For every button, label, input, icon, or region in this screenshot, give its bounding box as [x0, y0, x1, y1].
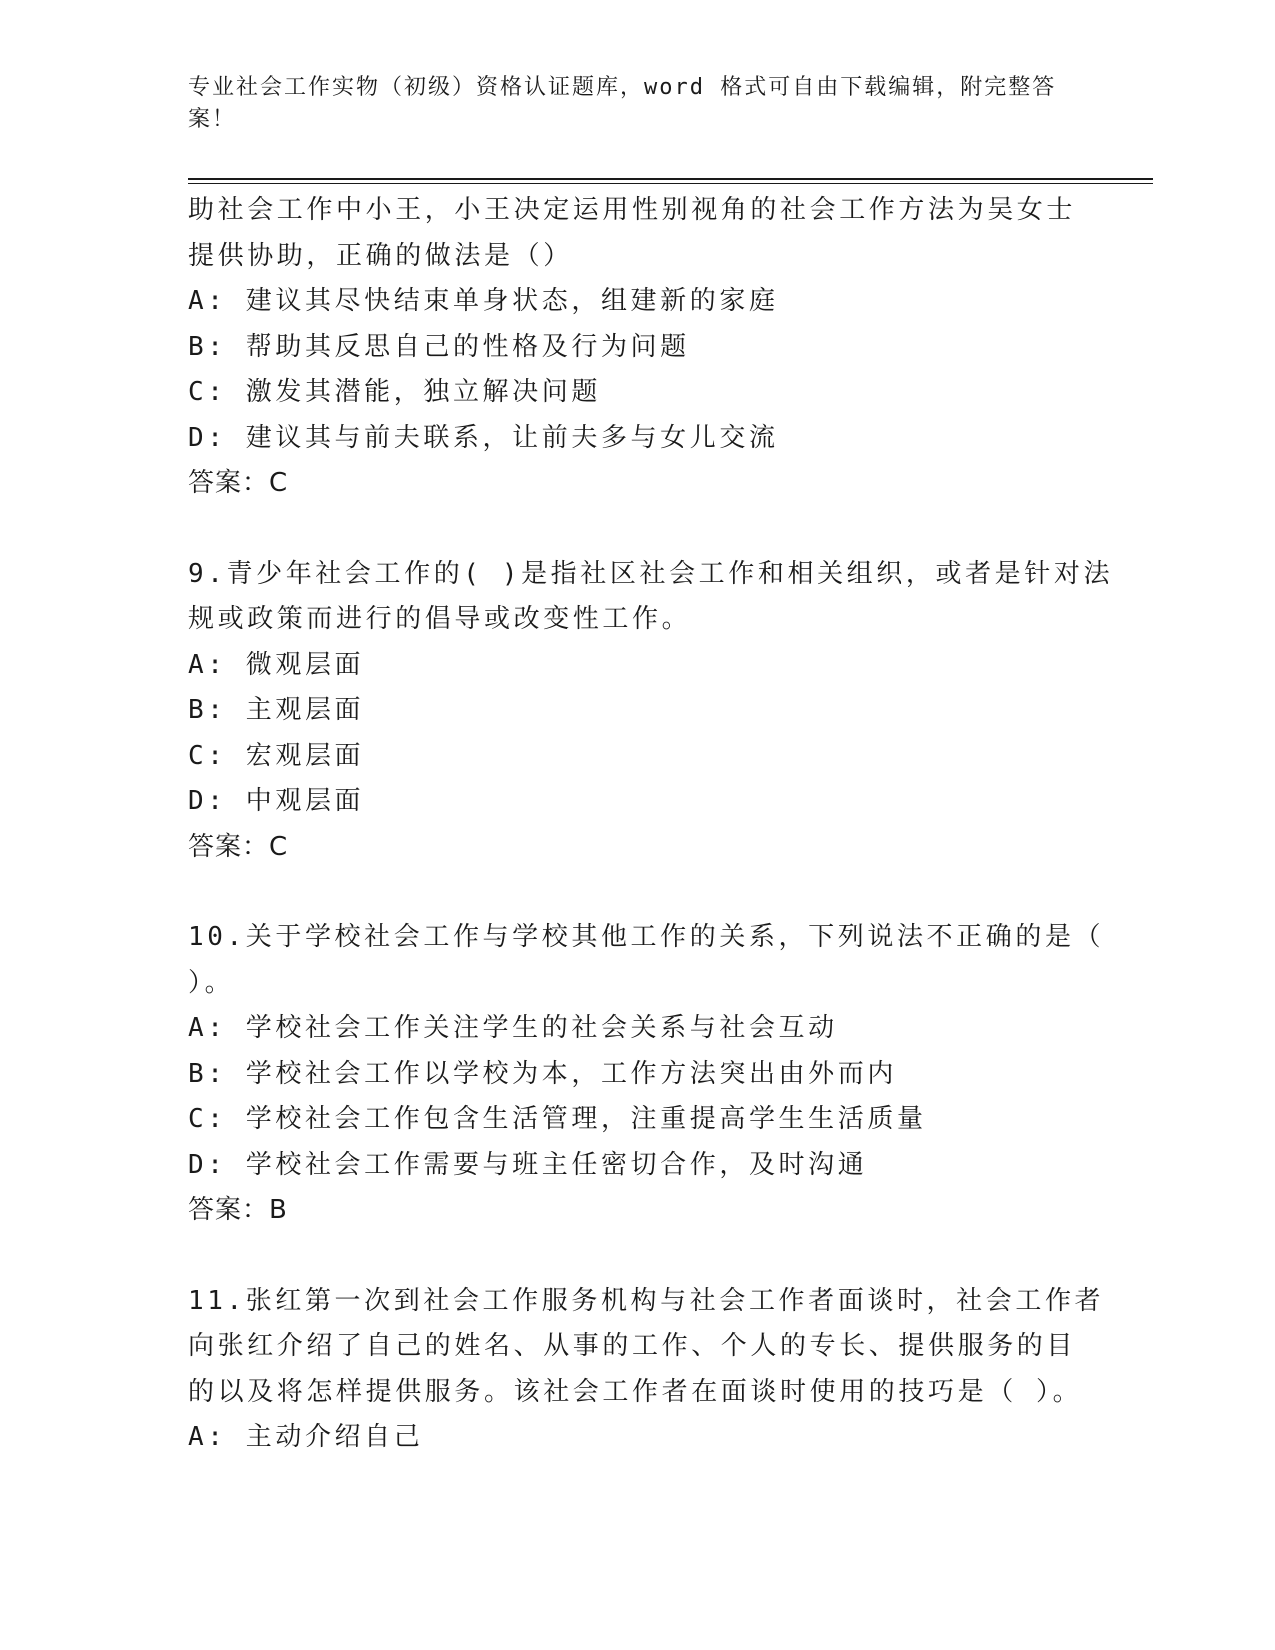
question-stem: 规或政策而进行的倡导或改变性工作。 — [188, 604, 692, 634]
option-d: D: 建议其与前夫联系，让前夫多与女儿交流 — [188, 422, 779, 453]
question-stem: 11.张红第一次到社会工作服务机构与社会工作者面谈时，社会工作者 — [188, 1285, 1105, 1316]
option-a: A: 主动介绍自己 — [188, 1422, 424, 1452]
header-divider-thick — [188, 178, 1153, 180]
question-stem: 的以及将怎样提供服务。该社会工作者在面谈时使用的技巧是（ ）。 — [188, 1376, 1083, 1407]
option-d: D: 学校社会工作需要与班主任密切合作，及时沟通 — [188, 1149, 868, 1180]
option-c: C: 学校社会工作包含生活管理，注重提高学生生活质量 — [188, 1104, 927, 1134]
option-d: D: 中观层面 — [188, 786, 365, 816]
option-a: A: 建议其尽快结束单身状态，组建新的家庭 — [188, 286, 779, 316]
option-b: B: 帮助其反思自己的性格及行为问题 — [188, 331, 690, 362]
question-9 — [188, 552, 1114, 871]
header-line-2: 案！ — [188, 107, 237, 132]
question-stem: 9.青少年社会工作的( )是指社区社会工作和相关组织，或者是针对法 — [188, 558, 1114, 589]
option-c: C: 宏观层面 — [188, 740, 365, 771]
question-spacer — [188, 507, 1078, 552]
question-stem: 提供协助，正确的做法是（） — [188, 240, 573, 271]
question-8 — [188, 188, 1078, 507]
question-spacer — [188, 1234, 1078, 1279]
question-spacer — [188, 870, 1078, 915]
question-10 — [188, 915, 1105, 1234]
question-list — [188, 188, 1114, 1461]
answer-label: 答案：C — [188, 468, 289, 498]
header-line-1: 专业社会工作实物（初级）资格认证题库，word 格式可自由下载编辑，附完整答 — [188, 75, 1057, 100]
question-stem: 向张红介绍了自己的姓名、从事的工作、个人的专长、提供服务的目 — [188, 1331, 1077, 1361]
option-a: A: 学校社会工作关注学生的社会关系与社会互动 — [188, 1013, 838, 1043]
question-stem: 10.关于学校社会工作与学校其他工作的关系，下列说法不正确的是（ — [188, 922, 1105, 952]
answer-label: 答案：B — [188, 1195, 288, 1225]
option-b: B: 学校社会工作以学校为本，工作方法突出由外而内 — [188, 1058, 897, 1089]
header-divider-thin — [188, 183, 1153, 184]
option-c: C: 激发其潜能，独立解决问题 — [188, 377, 601, 407]
document-header — [188, 72, 1068, 136]
question-11 — [188, 1279, 1105, 1461]
answer-label: 答案：C — [188, 831, 289, 862]
option-b: B: 主观层面 — [188, 695, 365, 725]
question-stem: ）。 — [188, 967, 235, 998]
question-stem: 助社会工作中小王，小王决定运用性别视角的社会工作方法为吴女士 — [188, 195, 1077, 225]
option-a: A: 微观层面 — [188, 649, 365, 680]
